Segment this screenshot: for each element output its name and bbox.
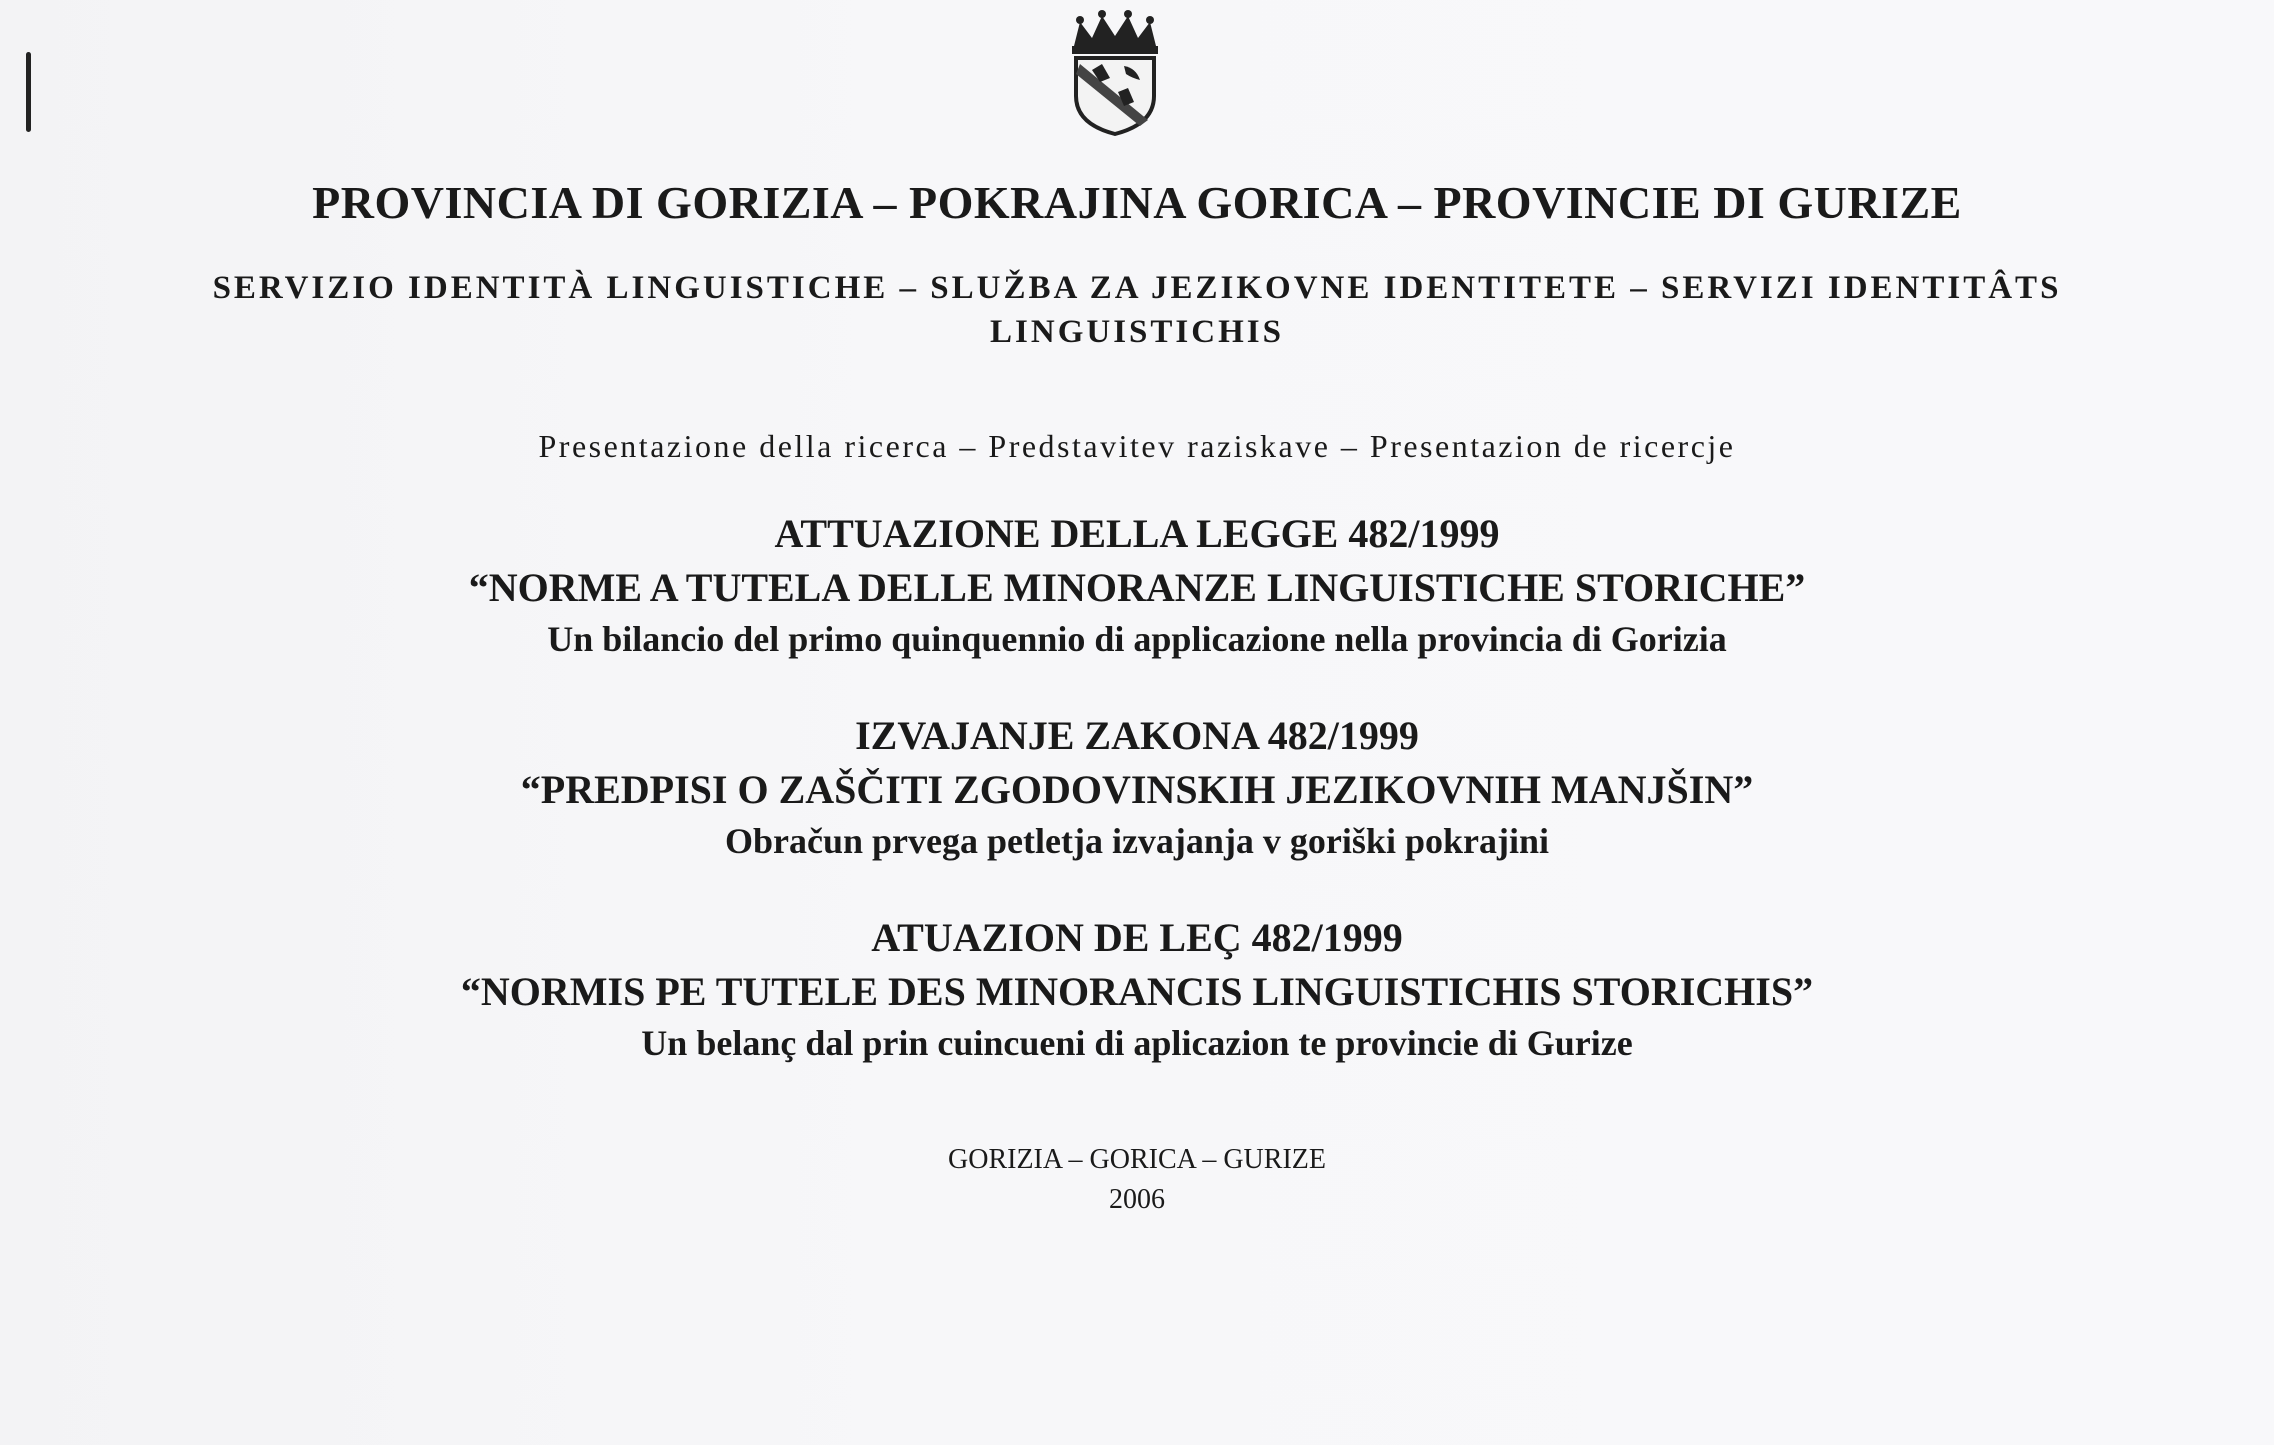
friulian-law-subtitle: Un belanç dal prin cuincueni di aplicazion te provincie di Gurize	[641, 1023, 1633, 1063]
slovenian-law-heading: IZVAJANJE ZAKONA 482/1999	[855, 713, 1419, 758]
slovenian-law-subtitle: Obračun prvega petletja izvajanja v goriški pokrajini	[725, 821, 1549, 861]
publication-place: GORIZIA – GORICA – GURIZE	[948, 1144, 1326, 1175]
italian-law-title: “NORME A TUTELA DELLE MINORANZE LINGUISTICHE STORICHE”	[468, 565, 1806, 610]
presentation-line: Presentazione della ricerca – Predstavitev raziskave – Presentazion de ricercje	[538, 428, 1736, 464]
provincial-coat-of-arms-icon	[1062, 8, 1168, 136]
service-name: SERVIZIO IDENTITÀ LINGUISTICHE – SLUŽBA ZA JEZIKOVNE IDENTITETE – SERVIZI IDENTITÂTS LINGUISTICHIS	[212, 270, 2062, 350]
friulian-law-heading: ATUAZION DE LEÇ 482/1999	[871, 915, 1403, 960]
friulian-law-title: “NORMIS PE TUTELE DES MINORANCIS LINGUISTICHIS STORICHIS”	[460, 969, 1814, 1014]
publication-year: 2006	[1109, 1184, 1165, 1215]
italian-law-heading: ATTUAZIONE DELLA LEGGE 482/1999	[774, 511, 1500, 556]
slovenian-law-title: “PREDPISI O ZAŠČITI ZGODOVINSKIH JEZIKOVNIH MANJŠIN”	[520, 767, 1754, 812]
italian-law-subtitle: Un bilancio del primo quinquennio di applicazione nella provincia di Gorizia	[547, 619, 1727, 659]
province-title: PROVINCIA DI GORIZIA – POKRAJINA GORICA – PROVINCIE DI GURIZE	[312, 177, 1962, 228]
binding-edge-mark	[26, 52, 31, 132]
